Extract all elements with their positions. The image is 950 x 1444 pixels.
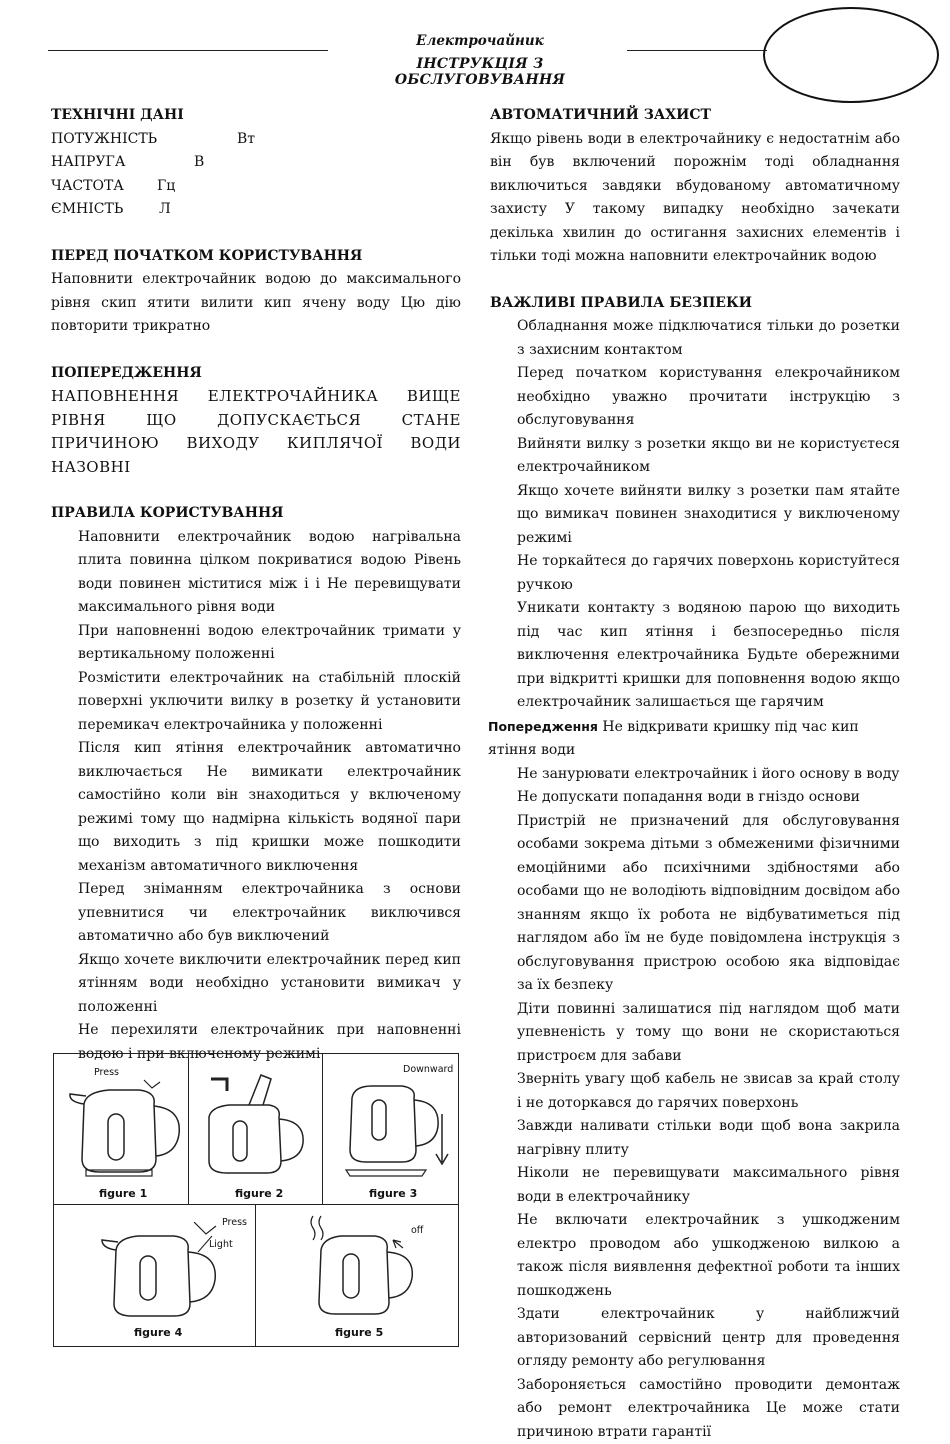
- spec-label: ПОТУЖНІСТЬ: [51, 131, 157, 147]
- list-item: Здати електрочайник у найближчий авторизований сервісний центр для проведення огляду ремонту або регулювання: [517, 1303, 900, 1374]
- list-item: Уникати контакту з водяною парою що виходить під час кип ятіння і безпосередньо після виключення електрочайника Будьте обережними при відкритті кришки для поповнення водою якщо електрочайник залишається ще гарячим: [517, 597, 900, 715]
- list-item: При наповненні водою електрочайник тримати у вертикальному положенні: [78, 620, 461, 667]
- figure-caption: figure 1: [99, 1187, 147, 1200]
- warning-text: НАПОВНЕННЯ ЕЛЕКТРОЧАЙНИКА ВИЩЕ РІВНЯ ЩО ДОПУСКАЄТЬСЯ СТАНЕ ПРИЧИНОЮ ВИХОДУ КИПЛЯЧОЇ ВОДИ НАЗОВНІ: [51, 385, 461, 479]
- list-item: Після кип ятіння електрочайник автоматично виключається Не вимикати електрочайник самостійно коли він знаходиться у включеному режимі тому що надмірна кількість водяної пари що виходить з під кришки може пошкодити механізм автоматичного виключення: [78, 737, 461, 878]
- spec-row-power: [51, 128, 461, 152]
- list-item: Не торкайтеся до гарячих поверхонь користуйтеся ручкою: [517, 550, 900, 597]
- list-item: Вийняти вилку з розетки якщо ви не користуєтеся електрочайником: [517, 433, 900, 480]
- header-rule-right: [627, 50, 767, 51]
- spec-unit: В: [194, 151, 204, 175]
- figure-label: Downward: [403, 1064, 453, 1075]
- fig-divider: [322, 1054, 323, 1204]
- tech-heading: ТЕХНІЧНІ ДАНІ: [51, 104, 461, 128]
- figure-caption: figure 5: [335, 1326, 383, 1339]
- inline-warning: [488, 715, 900, 763]
- figures-panel: [53, 1053, 459, 1347]
- fig-divider: [255, 1204, 256, 1346]
- fig-divider: [54, 1204, 458, 1205]
- spec-unit: Вт: [237, 128, 255, 152]
- usage-heading: ПРАВИЛА КОРИСТУВАННЯ: [51, 502, 461, 526]
- list-item: Ніколи не перевищувати максимального рівня води в електрочайнику: [517, 1162, 900, 1209]
- logo-oval-placeholder: [763, 7, 939, 103]
- list-item: Зверніть увагу щоб кабель не звисав за край столу і не доторкався до гарячих поверхонь: [517, 1068, 900, 1115]
- list-item: Завжди наливати стільки води щоб вона закрила нагрівну плиту: [517, 1115, 900, 1162]
- figure-caption: figure 2: [235, 1187, 283, 1200]
- usage-list: [51, 526, 461, 1067]
- auto-protect-text: Якщо рівень води в електрочайнику є недостатнім або він був включений порожнім тоді обладнання виключиться завдяки вбудованому автоматичному захисту У такому випадку необхідно зачекати декілька хвилин до остигання захисних елементів і тільки тоді можна наповнити електрочайник водою: [490, 128, 900, 269]
- spec-row-capacity: [51, 198, 461, 222]
- list-item: Не перехиляти електрочайник при наповненні водою і при включеному режимі: [78, 1019, 461, 1066]
- inline-warning-text: Не відкривати кришку під час кип ятіння води: [488, 719, 859, 759]
- kettle-figure-3: [332, 1074, 452, 1186]
- before-use-heading: ПЕРЕД ПОЧАТКОМ КОРИСТУВАННЯ: [51, 245, 461, 269]
- list-item: Перед зніманням електрочайника з основи упевнитися чи електрочайник виключився автоматично або був виключений: [78, 878, 461, 949]
- kettle-figure-4: [94, 1222, 244, 1327]
- auto-protect-heading: АВТОМАТИЧНИЙ ЗАХИСТ: [490, 104, 900, 128]
- list-item: Діти повинні залишатися під наглядом щоб мати упевненість у тому що вони не скористаються пристроєм для забави: [517, 998, 900, 1069]
- list-item: Перед початком користування елекрочайником необхідно уважно прочитати інструкцію з обслуговування: [517, 362, 900, 433]
- spec-row-frequency: [51, 175, 461, 199]
- fig-divider: [188, 1054, 189, 1204]
- spec-label: НАПРУГА: [51, 154, 125, 170]
- list-item: Обладнання може підключатися тільки до розетки з захисним контактом: [517, 315, 900, 362]
- safety-list-a: [490, 315, 900, 715]
- left-column: [51, 104, 461, 1066]
- before-use-text: Наповнити електрочайник водою до максимального рівня скип ятити вилити кип ячену воду Цю дію повторити трикратно: [51, 268, 461, 339]
- safety-list-b: [490, 763, 900, 1444]
- figure-caption: figure 4: [134, 1326, 182, 1339]
- kettle-figure-1: [64, 1074, 184, 1184]
- kettle-figure-5: [299, 1212, 429, 1324]
- list-item: Пристрій не призначений для обслуговування особами зокрема дітьми з обмеженими фізичними емоційними або психічними здібностями або особами що не володіють відповідним досвідом або знанням якщо їх робота не відбуватиметься під наглядом або їм не буде повідомлена інструкція з обслуговування пристрою особою яка відповідає за їх безпеку: [517, 810, 900, 998]
- list-item: Не допускати попадання води в гніздо основи: [517, 786, 900, 810]
- list-item: Забороняється самостійно проводити демонтаж або ремонт електрочайника Це може стати причиною втрати гарантії: [517, 1374, 900, 1444]
- kettle-figure-2: [199, 1069, 319, 1184]
- list-item: Якщо хочете виключити електрочайник перед кип ятінням води необхідно установити вимикач у положенні: [78, 949, 461, 1020]
- figure-label: Press: [222, 1217, 247, 1228]
- safety-heading: ВАЖЛИВІ ПРАВИЛА БЕЗПЕКИ: [490, 292, 900, 316]
- header-rule-left: [48, 50, 328, 51]
- spec-label: ЄМНІСТЬ: [51, 201, 123, 217]
- list-item: Не включати електрочайник з ушкодженим електро проводом або ушкодженою вилкою а також після виявлення дефектної роботи та інших пошкоджень: [517, 1209, 900, 1303]
- list-item: Розмістити електрочайник на стабільній плоскій поверхні уключити вилку в розетку й установити перемикач електрочайника у положенні: [78, 667, 461, 738]
- warning-heading: ПОПЕРЕДЖЕННЯ: [51, 362, 461, 386]
- figure-label: Light: [209, 1239, 233, 1250]
- spec-row-voltage: [51, 151, 461, 175]
- list-item: Не занурювати електрочайник і його основу в воду: [517, 763, 900, 787]
- document-subtitle: ІНСТРУКЦІЯ З ОБСЛУГОВУВАННЯ: [330, 56, 630, 88]
- spec-label: ЧАСТОТА: [51, 178, 124, 194]
- document-title: Електрочайник: [330, 33, 630, 49]
- spec-unit: Л: [159, 198, 171, 222]
- right-column: [490, 104, 900, 1444]
- figure-label: Press: [94, 1067, 119, 1078]
- figure-label: off: [411, 1225, 423, 1236]
- inline-warning-label: Попередження: [488, 719, 598, 734]
- spec-unit: Гц: [157, 175, 175, 199]
- figure-caption: figure 3: [369, 1187, 417, 1200]
- list-item: Наповнити електрочайник водою нагрівальна плита повинна цілком покриватися водою Рівень води повинен міститися між і і Не перевищувати максимального рівня води: [78, 526, 461, 620]
- list-item: Якщо хочете вийняти вилку з розетки пам ятайте що вимикач повинен знаходитися у виключеному режимі: [517, 480, 900, 551]
